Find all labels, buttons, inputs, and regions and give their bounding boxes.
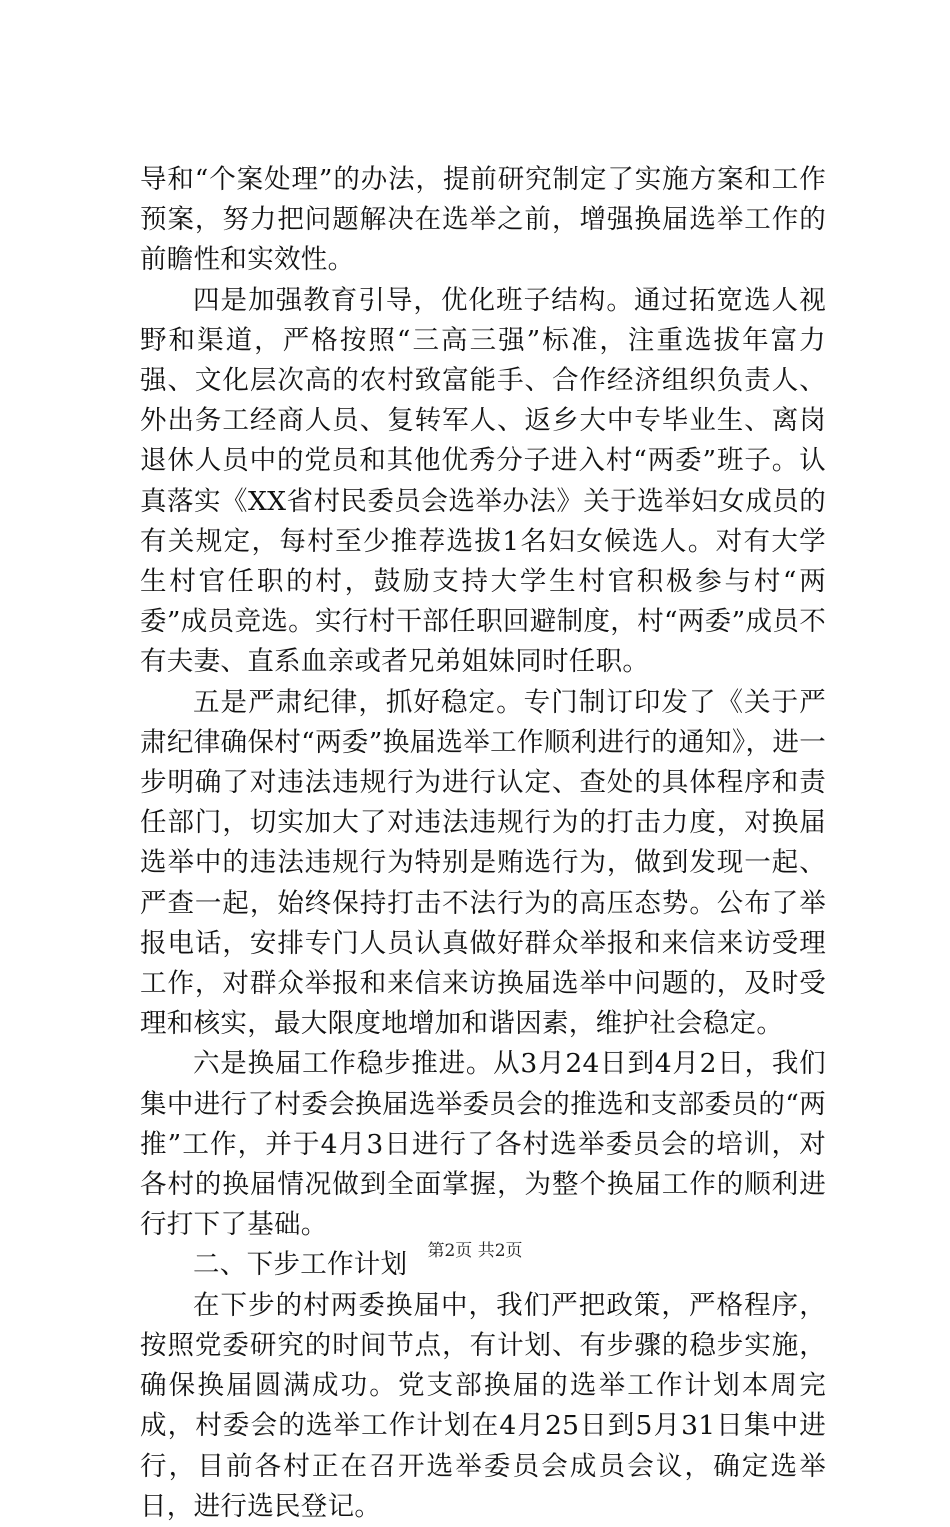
page-footer: 第2页 共2页: [427, 1241, 523, 1261]
section-heading: 二、下步工作计划: [193, 1249, 408, 1281]
document-body: [140, 160, 826, 1527]
paragraph-point-four: 四是加强教育引导，优化班子结构。通过拓宽选人视野和渠道，严格按照“三高三强”标准，注重选拔年富力强、文化层次高的农村致富能手、合作经济组织负责人、外出务工经商人员、复转军人、返乡大中专毕业生、离岗退休人员中的党员和其他优秀分子进入村“两委”班子。认真落实《XX省村民委员会选举办法》关于选举妇女成员的有关规定，每村至少推荐选拔1名妇女候选人。对有大学生村官任职的村，鼓励支持大学生村官积极参与村“两委”成员竞选。实行村干部任职回避制度，村“两委”成员不有夫妻、直系血亲或者兄弟姐妹同时任职。: [140, 284, 826, 678]
paragraph-continuation: 导和“个案处理”的办法，提前研究制定了实施方案和工作预案，努力把问题解决在选举之前，增强换届选举工作的前瞻性和实效性。: [140, 164, 826, 276]
paragraph-point-six: 六是换届工作稳步推进。从3月24日到4月2日，我们集中进行了村委会换届选举委员会的推选和支部委员的“两推”工作，并于4月3日进行了各村选举委员会的培训，对各村的换届情况做到全面掌握，为整个换届工作的顺利进行打下了基础。: [140, 1048, 826, 1241]
paragraph-point-five: 五是严肃纪律，抓好稳定。专门制订印发了《关于严肃纪律确保村“两委”换届选举工作顺利进行的通知》，进一步明确了对违法违规行为进行认定、查处的具体程序和责任部门，切实加大了对违法违规行为的打击力度，对换届选举中的违法违规行为特别是贿选行为，做到发现一起、严查一起，始终保持打击不法行为的高压态势。公布了举报电话，安排专门人员认真做好群众举报和来信来访受理工作，对群众举报和来信来访换届选举中问题的，及时受理和核实，最大限度地增加和谐因素，维护社会稳定。: [140, 686, 826, 1040]
paragraph-next-plan: 在下步的村两委换届中，我们严把政策，严格程序，按照党委研究的时间节点，有计划、有步骤的稳步实施，确保换届圆满成功。党支部换届的选举工作计划本周完成，村委会的选举工作计划在4月25日到5月31日集中进行，目前各村正在召开选举委员会成员会议，确定选举日，进行选民登记。: [140, 1289, 826, 1522]
